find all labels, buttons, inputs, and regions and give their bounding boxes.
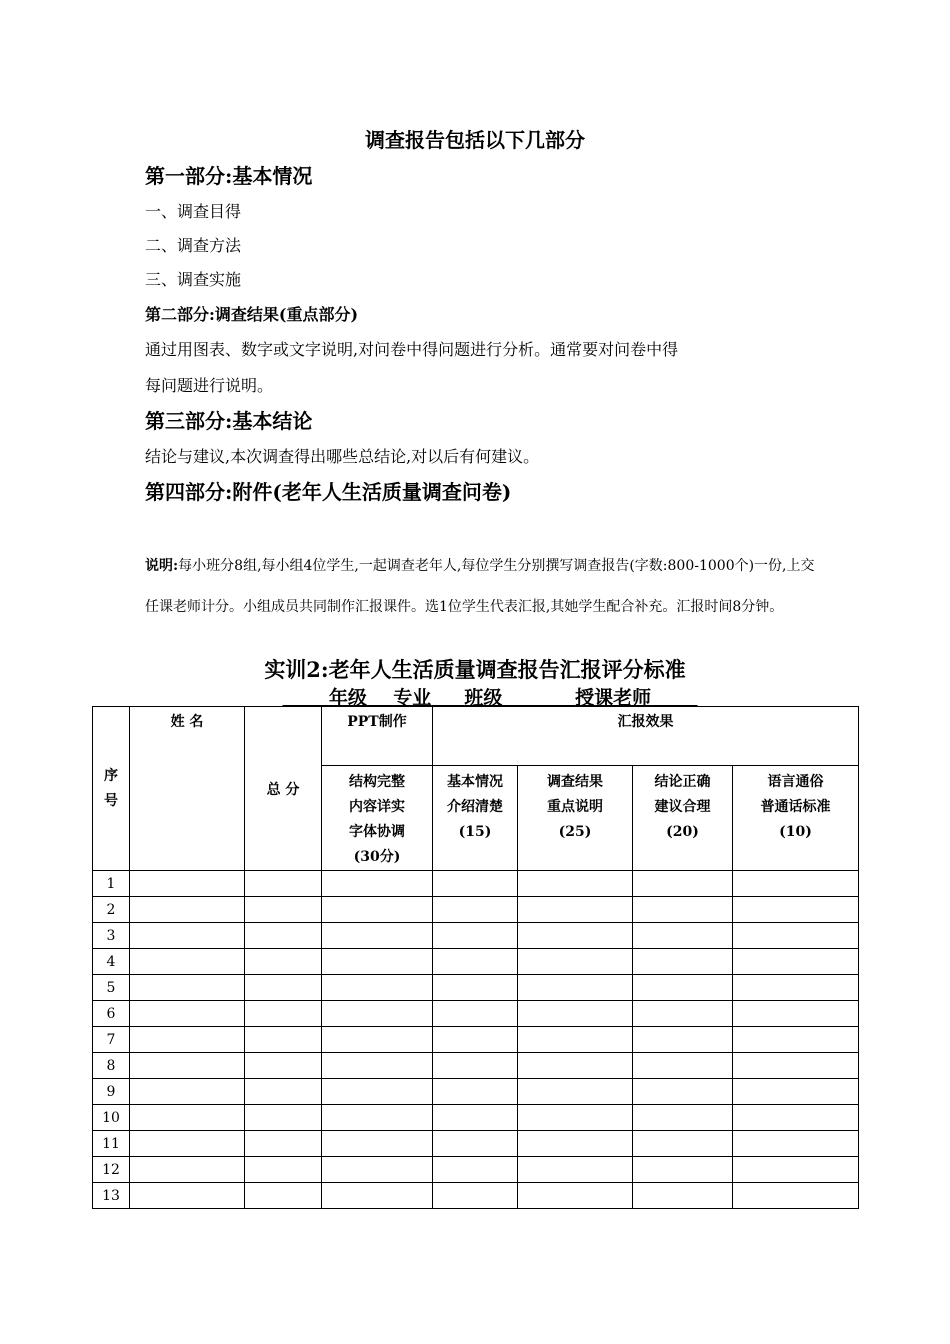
score-cell[interactable] (322, 897, 433, 923)
table-row (93, 1027, 859, 1053)
document-title: 调查报告包括以下几部分 (365, 128, 585, 152)
header-ppt: PPT制作 (322, 707, 433, 766)
score-cell[interactable] (245, 1079, 322, 1105)
score-cell[interactable] (733, 897, 859, 923)
score-cell[interactable] (633, 1131, 733, 1157)
score-cell[interactable] (518, 975, 633, 1001)
score-cell[interactable] (245, 897, 322, 923)
note-label: 说明: (145, 558, 179, 574)
score-cell[interactable] (245, 923, 322, 949)
header-ppt-criteria: 结构完整 内容详实 字体协调 (30分) (322, 766, 433, 871)
score-cell[interactable] (433, 1131, 518, 1157)
score-cell[interactable] (322, 923, 433, 949)
part3-heading: 第三部分:基本结论 (145, 409, 313, 433)
note-text: 每小班分8组,每小组4位学生,一起调查老年人,每位学生分别撰写调查报告(字数:800-1000个)一份,上交任课老师计分。小组成员共同制作汇报课件。选1位学生代表汇报,其她学生配合补充。汇报时间8分钟。 (145, 558, 815, 615)
part1-item-3: 三、调查实施 (145, 270, 242, 289)
score-cell[interactable] (633, 1105, 733, 1131)
table-row (93, 1157, 859, 1183)
score-cell[interactable] (518, 1027, 633, 1053)
score-cell[interactable] (633, 975, 733, 1001)
header-seq-line1: 序 (104, 767, 118, 784)
score-cell[interactable] (518, 1079, 633, 1105)
score-cell[interactable] (518, 949, 633, 975)
score-cell[interactable] (433, 1183, 518, 1209)
score-cell[interactable] (130, 1053, 245, 1079)
header-language: 语言通俗 普通话标准 (10) (733, 766, 859, 871)
score-cell[interactable] (733, 1027, 859, 1053)
header-report: 汇报效果 (433, 707, 859, 766)
score-cell[interactable] (245, 1183, 322, 1209)
grade-label: 年级 (328, 687, 367, 709)
score-cell[interactable] (245, 1053, 322, 1079)
score-cell[interactable] (322, 1183, 433, 1209)
score-cell[interactable] (433, 1027, 518, 1053)
score-cell[interactable] (633, 923, 733, 949)
part1-heading: 第一部分:基本情况 (145, 164, 313, 188)
score-cell[interactable] (130, 1183, 245, 1209)
header-total: 总 分 (245, 707, 322, 871)
score-cell[interactable] (433, 949, 518, 975)
score-cell[interactable] (322, 1105, 433, 1131)
row-number: 11 (93, 1131, 130, 1157)
part4-heading: 第四部分:附件(老年人生活质量调查问卷) (145, 480, 512, 504)
part1-item-1: 一、调查目得 (145, 202, 242, 221)
table-row (93, 871, 859, 897)
score-cell[interactable] (245, 1105, 322, 1131)
score-cell[interactable] (733, 1105, 859, 1131)
score-cell[interactable] (733, 1053, 859, 1079)
part1-item-2: 二、调查方法 (145, 236, 242, 255)
table-row (93, 1001, 859, 1027)
row-number: 2 (93, 897, 130, 923)
row-number: 9 (93, 1079, 130, 1105)
score-cell[interactable] (733, 949, 859, 975)
score-cell[interactable] (633, 949, 733, 975)
part2-heading: 第二部分:调查结果(重点部分) (145, 305, 359, 324)
score-cell[interactable] (322, 1027, 433, 1053)
score-cell[interactable] (322, 1053, 433, 1079)
score-cell[interactable] (130, 923, 245, 949)
table-title: 实训2:老年人生活质量调查报告汇报评分标准 (264, 657, 686, 682)
table-row (93, 1105, 859, 1131)
score-cell[interactable] (633, 897, 733, 923)
score-cell[interactable] (518, 1001, 633, 1027)
score-cell[interactable] (518, 1105, 633, 1131)
score-cell[interactable] (245, 949, 322, 975)
score-cell[interactable] (518, 1183, 633, 1209)
score-cell[interactable] (322, 1001, 433, 1027)
row-number: 7 (93, 1027, 130, 1053)
header-basic-info: 基本情况 介绍清楚 (15) (433, 766, 518, 871)
score-cell[interactable] (130, 871, 245, 897)
score-cell[interactable] (633, 1001, 733, 1027)
part3-text: 结论与建议,本次调查得出哪些总结论,对以后有何建议。 (145, 447, 540, 466)
score-cell[interactable] (518, 897, 633, 923)
score-cell[interactable] (130, 1157, 245, 1183)
header-conclusion: 结论正确 建议合理 (20) (633, 766, 733, 871)
score-cell[interactable] (733, 923, 859, 949)
score-table (92, 706, 859, 1209)
score-cell[interactable] (633, 1079, 733, 1105)
score-cell[interactable] (433, 1001, 518, 1027)
score-cell[interactable] (322, 1157, 433, 1183)
table-row (93, 1079, 859, 1105)
score-cell[interactable] (322, 871, 433, 897)
score-cell[interactable] (245, 1131, 322, 1157)
score-cell[interactable] (518, 1053, 633, 1079)
score-cell[interactable] (433, 1079, 518, 1105)
header-survey-results: 调查结果 重点说明 (25) (518, 766, 633, 871)
score-cell[interactable] (633, 1183, 733, 1209)
row-number: 3 (93, 923, 130, 949)
table-row (93, 923, 859, 949)
part2-text-line1: 通过用图表、数字或文字说明,对问卷中得问题进行分析。通常要对问卷中得 (145, 340, 679, 359)
header-seq (93, 707, 130, 871)
score-cell[interactable] (733, 1001, 859, 1027)
score-cell[interactable] (633, 1157, 733, 1183)
table-body (93, 871, 859, 1209)
score-cell[interactable] (245, 1157, 322, 1183)
score-cell[interactable] (733, 1183, 859, 1209)
table-row (93, 897, 859, 923)
score-cell[interactable] (130, 1079, 245, 1105)
row-number: 8 (93, 1053, 130, 1079)
score-cell[interactable] (130, 949, 245, 975)
score-cell[interactable] (733, 1157, 859, 1183)
score-cell[interactable] (130, 1001, 245, 1027)
part2-text-line2: 每问题进行说明。 (145, 376, 274, 395)
table-row (93, 1053, 859, 1079)
score-cell[interactable] (130, 897, 245, 923)
score-cell[interactable] (130, 1027, 245, 1053)
score-cell[interactable] (518, 923, 633, 949)
table-row (93, 1183, 859, 1209)
table-row (93, 949, 859, 975)
score-cell[interactable] (130, 1105, 245, 1131)
score-cell[interactable] (245, 871, 322, 897)
header-seq-line2: 号 (104, 792, 118, 809)
class-label: 班级 (464, 687, 503, 709)
score-cell[interactable] (130, 1131, 245, 1157)
score-cell[interactable] (245, 1001, 322, 1027)
score-cell[interactable] (733, 975, 859, 1001)
score-cell[interactable] (518, 1157, 633, 1183)
table-row (93, 1131, 859, 1157)
score-cell[interactable] (433, 975, 518, 1001)
score-cell[interactable] (633, 871, 733, 897)
score-cell[interactable] (433, 897, 518, 923)
score-cell[interactable] (433, 1157, 518, 1183)
score-cell[interactable] (322, 1131, 433, 1157)
score-cell[interactable] (433, 1105, 518, 1131)
score-cell[interactable] (433, 923, 518, 949)
score-cell[interactable] (433, 871, 518, 897)
score-cell[interactable] (245, 1027, 322, 1053)
score-cell[interactable] (433, 1053, 518, 1079)
row-number: 13 (93, 1183, 130, 1209)
score-cell[interactable] (518, 1131, 633, 1157)
score-cell[interactable] (733, 1131, 859, 1157)
row-number: 5 (93, 975, 130, 1001)
score-cell[interactable] (733, 871, 859, 897)
major-label: 专业 (393, 687, 432, 709)
row-number: 6 (93, 1001, 130, 1027)
score-cell[interactable] (518, 871, 633, 897)
row-number: 12 (93, 1157, 130, 1183)
score-cell[interactable] (245, 975, 322, 1001)
row-number: 4 (93, 949, 130, 975)
header-name: 姓 名 (130, 707, 245, 871)
score-cell[interactable] (130, 975, 245, 1001)
note-paragraph (145, 546, 815, 628)
row-number: 1 (93, 871, 130, 897)
table-row (93, 975, 859, 1001)
teacher-label: 授课老师 (575, 687, 652, 709)
score-cell[interactable] (322, 949, 433, 975)
score-cell[interactable] (633, 1053, 733, 1079)
score-cell[interactable] (322, 1079, 433, 1105)
row-number: 10 (93, 1105, 130, 1131)
score-cell[interactable] (633, 1027, 733, 1053)
score-cell[interactable] (322, 975, 433, 1001)
score-cell[interactable] (733, 1079, 859, 1105)
